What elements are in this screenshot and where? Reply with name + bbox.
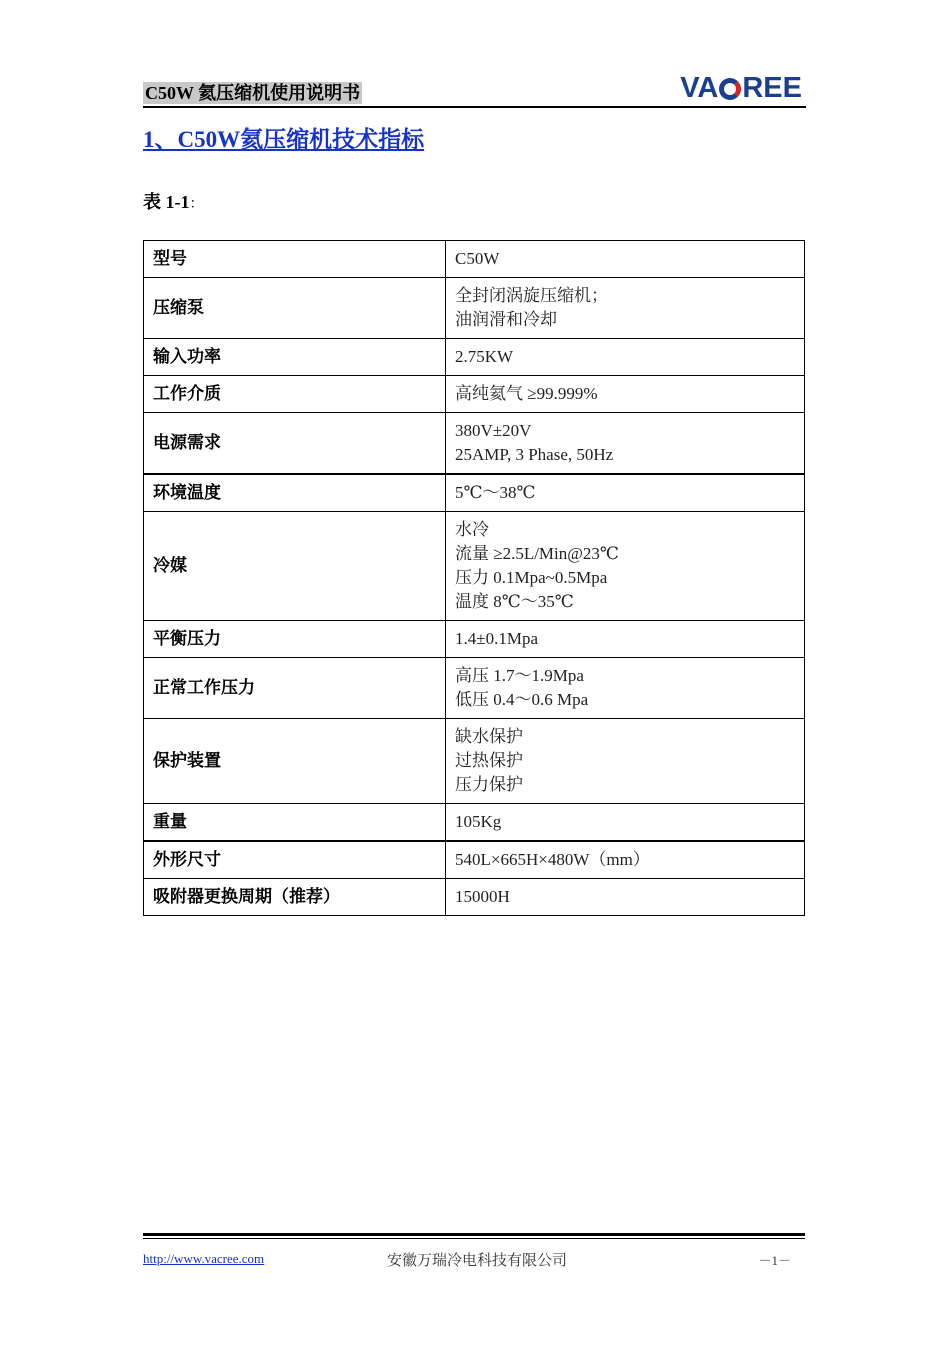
spec-value-line: 低压 0.4～0.6 Mpa bbox=[455, 690, 589, 709]
footer-rule-thin bbox=[143, 1238, 805, 1239]
table-row bbox=[144, 804, 805, 842]
table-row bbox=[144, 621, 805, 658]
table-row bbox=[144, 719, 805, 804]
table-row bbox=[144, 658, 805, 719]
spec-value bbox=[446, 376, 805, 413]
spec-value bbox=[446, 658, 805, 719]
spec-value bbox=[446, 804, 805, 842]
table-caption-label: 表 1-1 bbox=[143, 192, 190, 212]
table-row bbox=[144, 278, 805, 339]
spec-value bbox=[446, 413, 805, 475]
spec-value-line: 5℃～38℃ bbox=[455, 483, 536, 502]
spec-value bbox=[446, 879, 805, 916]
spec-value-line: 流量 ≥2.5L/Min@23℃ bbox=[455, 544, 619, 563]
spec-value-line: 1.4±0.1Mpa bbox=[455, 629, 538, 648]
spec-value-line: 压力 0.1Mpa~0.5Mpa bbox=[455, 568, 608, 587]
table-caption-colon: ： bbox=[189, 197, 204, 212]
table-row bbox=[144, 841, 805, 879]
spec-value bbox=[446, 841, 805, 879]
logo-ring-icon bbox=[719, 78, 741, 100]
spec-value bbox=[446, 621, 805, 658]
spec-value-line: 380V±20V bbox=[455, 421, 532, 440]
footer-company-name: 安徽万瑞冷电科技有限公司 bbox=[387, 1253, 568, 1269]
spec-value bbox=[446, 241, 805, 278]
spec-label: 环境温度 bbox=[144, 474, 446, 512]
table-row bbox=[144, 413, 805, 475]
section-heading[interactable]: 1、C50W氦压缩机技术指标 bbox=[143, 127, 425, 152]
page-footer bbox=[143, 1233, 805, 1271]
logo-text-right: REE bbox=[742, 71, 802, 104]
table-row bbox=[144, 241, 805, 278]
logo-text-left: VA bbox=[680, 71, 719, 104]
footer-row bbox=[143, 1247, 805, 1271]
spec-label: 型号 bbox=[144, 241, 446, 278]
footer-website-link[interactable]: http://www.vacree.com bbox=[143, 1251, 265, 1266]
vacree-logo bbox=[680, 72, 802, 104]
spec-label: 保护装置 bbox=[144, 719, 446, 804]
spec-value bbox=[446, 474, 805, 512]
table-row bbox=[144, 376, 805, 413]
table-row bbox=[144, 512, 805, 621]
spec-value-line: 缺水保护 bbox=[455, 727, 523, 746]
spec-value-line: C50W bbox=[455, 249, 500, 268]
footer-page-number: －1－ bbox=[758, 1253, 791, 1268]
document-title: C50W 氦压缩机使用说明书 bbox=[145, 83, 361, 103]
spec-value-line: 高压 1.7～1.9Mpa bbox=[455, 666, 584, 685]
page-header bbox=[143, 72, 806, 108]
spec-table-body bbox=[144, 241, 805, 916]
spec-value-line: 15000H bbox=[455, 887, 510, 906]
spec-label: 吸附器更换周期（推荐） bbox=[144, 879, 446, 916]
spec-value bbox=[446, 512, 805, 621]
spec-value bbox=[446, 719, 805, 804]
spec-value-line: 全封闭涡旋压缩机； bbox=[455, 286, 608, 305]
spec-label: 冷媒 bbox=[144, 512, 446, 621]
table-row bbox=[144, 474, 805, 512]
spec-value-line: 过热保护 bbox=[455, 751, 523, 770]
spec-table bbox=[143, 240, 805, 916]
spec-value bbox=[446, 339, 805, 376]
spec-label: 重量 bbox=[144, 804, 446, 842]
spec-value-line: 压力保护 bbox=[455, 775, 523, 794]
spec-value-line: 高纯氦气 ≥99.999% bbox=[455, 384, 598, 403]
spec-label: 工作介质 bbox=[144, 376, 446, 413]
spec-value-line: 水冷 bbox=[455, 520, 489, 539]
spec-value bbox=[446, 278, 805, 339]
spec-label: 正常工作压力 bbox=[144, 658, 446, 719]
spec-value-line: 105Kg bbox=[455, 812, 502, 831]
spec-label: 电源需求 bbox=[144, 413, 446, 475]
table-caption bbox=[143, 190, 204, 217]
spec-value-line: 540L×665H×480W（mm） bbox=[455, 850, 650, 869]
footer-rule bbox=[143, 1233, 805, 1236]
spec-value-line: 油润滑和冷却 bbox=[455, 310, 557, 329]
table-row bbox=[144, 339, 805, 376]
spec-value-line: 25AMP, 3 Phase, 50Hz bbox=[455, 445, 614, 464]
spec-value-line: 2.75KW bbox=[455, 347, 514, 366]
spec-label: 平衡压力 bbox=[144, 621, 446, 658]
spec-label: 压缩泵 bbox=[144, 278, 446, 339]
table-row bbox=[144, 879, 805, 916]
spec-label: 外形尺寸 bbox=[144, 841, 446, 879]
spec-value-line: 温度 8℃～35℃ bbox=[455, 592, 574, 611]
spec-label: 输入功率 bbox=[144, 339, 446, 376]
